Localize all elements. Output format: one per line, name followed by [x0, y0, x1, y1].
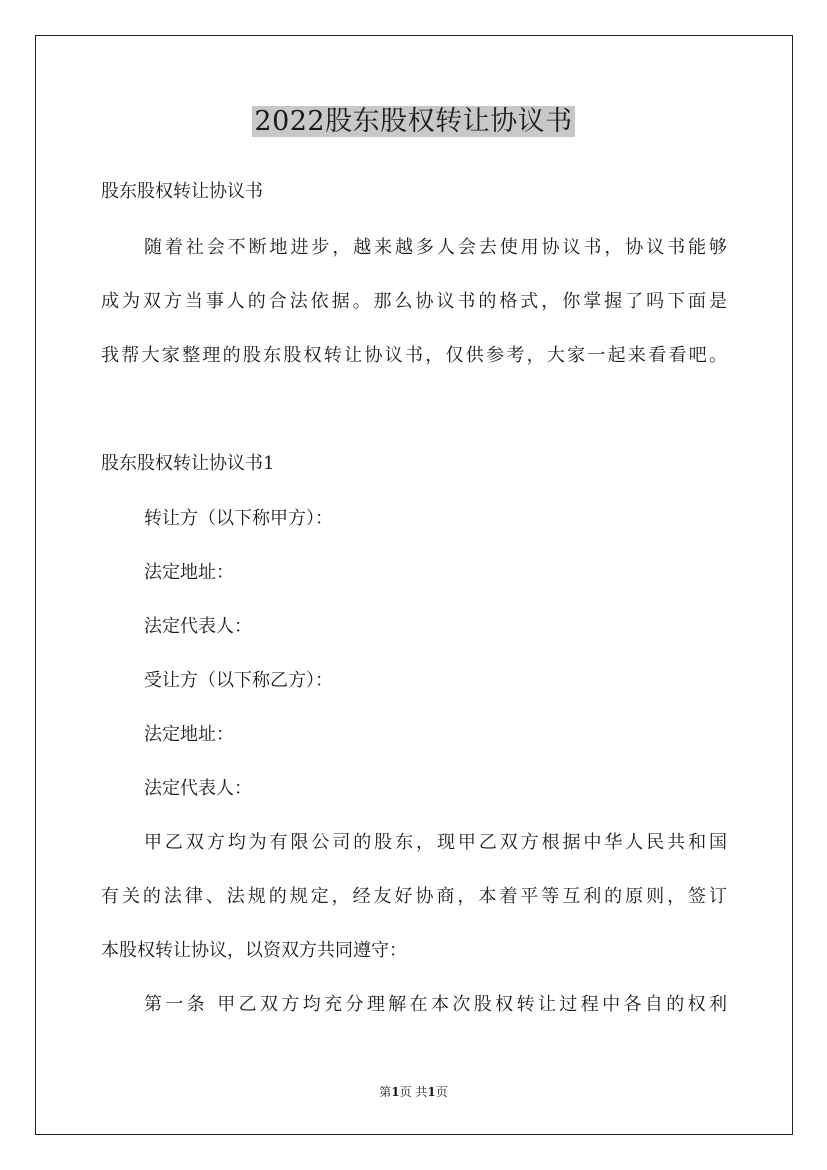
page-prefix: 第: [379, 1085, 392, 1099]
party-b-address-label: 法定地址：: [144, 724, 234, 745]
document-title: [0, 102, 827, 142]
page-mid: 页 共: [399, 1085, 428, 1099]
intro-line-2: 成为双方当事人的合法依据。那么协议书的格式，你掌握了吗下面是: [101, 291, 727, 312]
party-a-address-label: 法定地址：: [144, 562, 234, 583]
transferor-label: 转让方（以下称甲方）：: [144, 508, 333, 529]
document-subtitle: 股东股权转让协议书: [101, 181, 263, 202]
preamble-line-2: 有关的法律、法规的规定，经友好协商，本着平等互利的原则，签订: [101, 886, 727, 907]
article-1-line: 第一条 甲乙双方均充分理解在本次股权转让过程中各自的权利: [144, 994, 727, 1015]
preamble-line-3: 本股权转让协议，以资双方共同遵守：: [101, 940, 407, 961]
intro-line-1: 随着社会不断地进步，越来越多人会去使用协议书，协议书能够: [144, 237, 727, 258]
document-title-text: 2022股东股权转让协议书: [254, 106, 573, 137]
transferee-label: 受让方（以下称乙方）：: [144, 670, 333, 691]
page-suffix: 页: [435, 1085, 448, 1099]
preamble-line-1: 甲乙双方均为有限公司的股东，现甲乙双方根据中华人民共和国: [144, 832, 727, 853]
party-a-representative-label: 法定代表人：: [144, 616, 252, 637]
intro-line-3: 我帮大家整理的股东股权转让协议书，仅供参考，大家一起来看看吧。: [101, 345, 727, 366]
party-b-representative-label: 法定代表人：: [144, 778, 252, 799]
page-total: 1: [427, 1085, 436, 1099]
page-current: 1: [391, 1085, 400, 1099]
section-heading: 股东股权转让协议书1: [101, 453, 275, 474]
page-footer: [0, 1083, 827, 1101]
